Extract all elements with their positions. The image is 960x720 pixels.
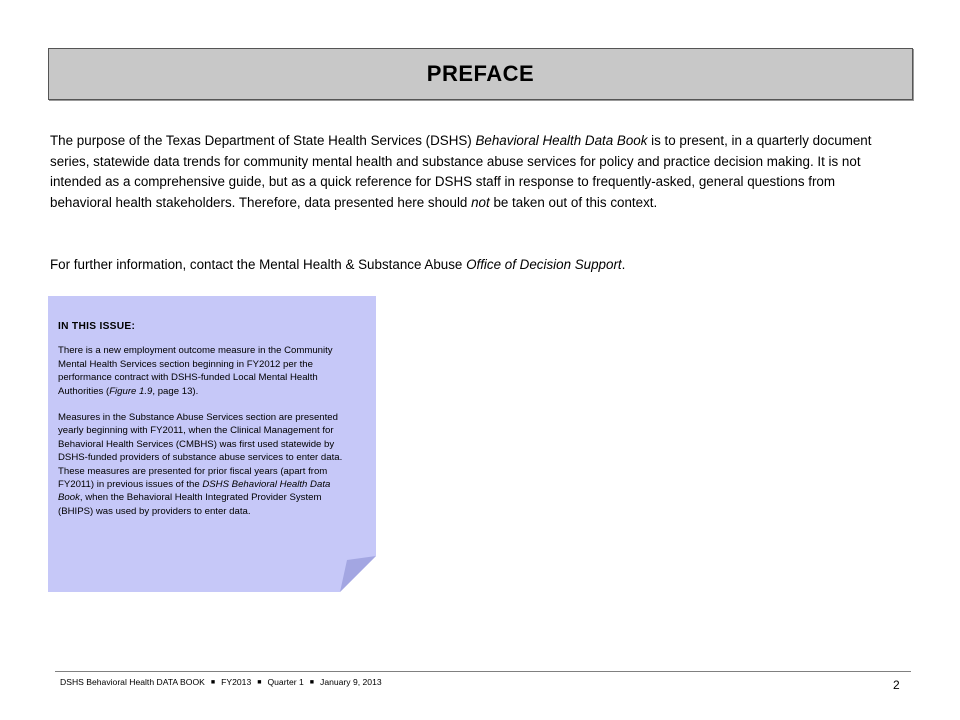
in-this-issue-note	[48, 296, 376, 592]
note-p2-title: DSHS Behavioral Health Data Book	[58, 479, 331, 504]
footer-date: January 9, 2013	[320, 677, 382, 687]
intro-text-part3: be taken out of this context.	[489, 194, 658, 210]
intro-text-part2: is to present, in a quarterly document series, statewide data trends for community mental health and substance abuse services for policy and practice decision making. It is not intended as a comprehensive guide, but as a quick reference for DSHS staff in response to frequently-asked, general questions from behavioral health stakeholders. Therefore, data presented here should	[50, 133, 872, 210]
note-heading: IN THIS ISSUE:	[58, 321, 136, 332]
footer-publication: DSHS Behavioral Health DATA BOOK	[60, 677, 205, 687]
footer-fiscal-year: FY2013	[221, 677, 252, 687]
intro-text-part1: The purpose of the Texas Department of State Health Services (DSHS)	[50, 133, 476, 148]
note-paragraph-employment	[58, 344, 354, 398]
footer-separator-icon: ■	[210, 679, 216, 687]
note-paragraph-substance-abuse	[58, 411, 354, 518]
page-title-banner	[48, 48, 913, 100]
note-content	[58, 320, 354, 531]
note-p2-part2: , when the Behavioral Health Integrated Provider System (BHIPS) was used by providers to enter data.	[58, 492, 322, 517]
page-number: 2	[893, 678, 900, 692]
contact-text-part2: .	[621, 257, 626, 272]
note-p1-figure: Figure 1.9	[109, 385, 153, 397]
note-p2-part1: Measures in the Substance Abuse Services section are presented yearly beginning with FY2011, when the Clinical Management for Behavioral Health Services (CMBHS) was first used statewide by DSHS-funded providers of substance abuse services to enter data. These measures are presented for prior fiscal years (apart from FY2011) in previous issues of the	[58, 412, 343, 491]
contact-office-name: Office of Decision Support	[466, 257, 622, 272]
footer-separator-icon: ■	[309, 679, 315, 687]
footer-quarter: Quarter 1	[267, 677, 304, 687]
note-p1-part1: There is a new employment outcome measure in the Community Mental Health Services section beginning in FY2012 per the performance contract with DSHS-funded Local Mental Health Authorities (	[58, 345, 333, 397]
intro-not-word: not	[471, 194, 490, 210]
footer-citation	[60, 677, 382, 687]
footer-divider	[55, 671, 911, 672]
page-title: PREFACE	[426, 61, 535, 86]
footer-separator-icon: ■	[257, 679, 262, 687]
intro-doc-title: Behavioral Health Data Book	[475, 133, 648, 148]
contact-text-part1: For further information, contact the Mental Health & Substance Abuse	[50, 257, 467, 272]
contact-paragraph	[50, 255, 895, 275]
intro-paragraph	[50, 131, 895, 213]
note-p1-part2: , page 13).	[152, 385, 199, 397]
